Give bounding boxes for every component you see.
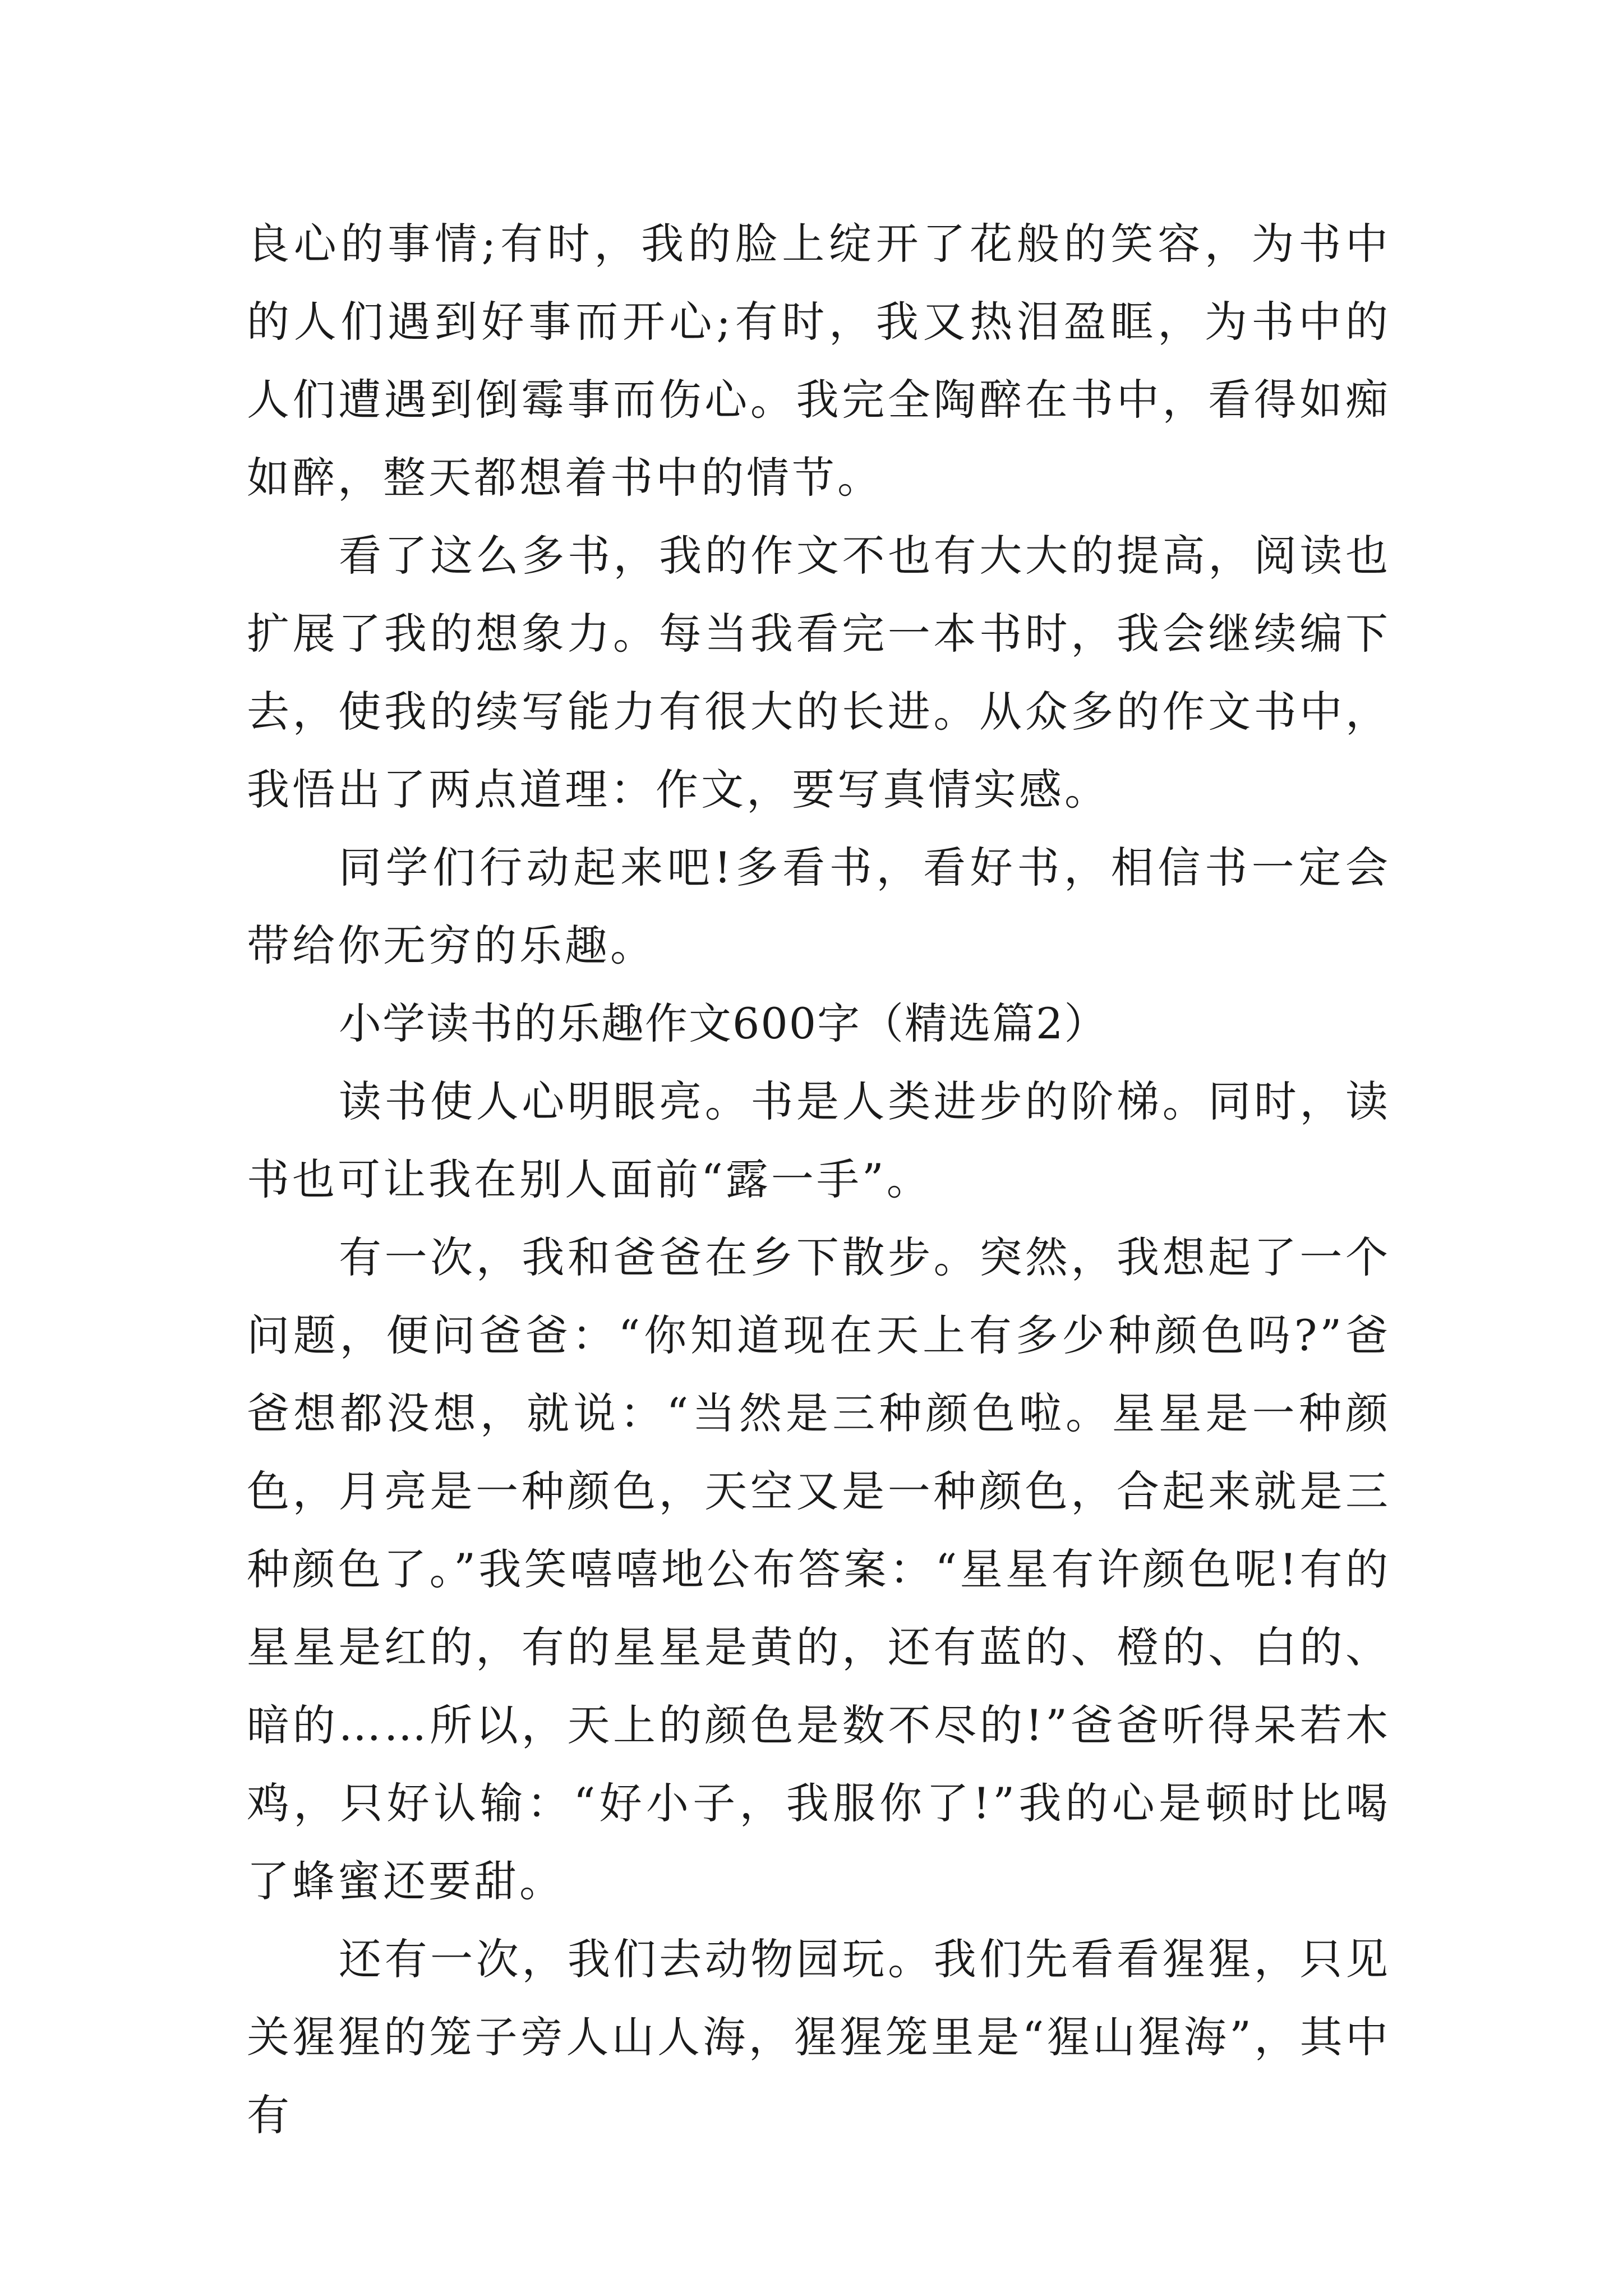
paragraph-3: 同学们行动起来吧!多看书，看好书，相信书一定会带给你无穷的乐趣。 (247, 843, 1391, 970)
section-heading: 小学读书的乐趣作文600字（精选篇2） (339, 999, 1108, 1048)
paragraph-2: 看了这么多书，我的作文不也有大大的提高，阅读也扩展了我的想象力。每当我看完一本书时，我会继续编下去，使我的续写能力有很大的长进。从众多的作文书中，我悟出了两点道理：作文，要写真情实感。 (247, 531, 1391, 815)
paragraph-6: 还有一次，我们去动物园玩。我们先看看猩猩，只见关猩猩的笼子旁人山人海，猩猩笼里是“猩山猩海”，其中有 (247, 1934, 1391, 2140)
paragraph-1: 良心的事情;有时，我的脸上绽开了花般的笑容，为书中的人们遇到好事而开心;有时，我又热泪盈眶，为书中的人们遭遇到倒霉事而伤心。我完全陶醉在书中，看得如痴如醉，整天都想着书中的情节。 (247, 219, 1391, 503)
document-body (247, 205, 1391, 2154)
paragraph-5: 有一次，我和爸爸在乡下散步。突然，我想起了一个问题，便问爸爸：“你知道现在天上有多少种颜色吗?”爸爸想都没想，就说：“当然是三种颜色啦。星星是一种颜色，月亮是一种颜色，天空又是一种颜色，合起来就是三种颜色了。”我笑嘻嘻地公布答案：“星星有许颜色呢!有的星星是红的，有的星星是黄的，还有蓝的、橙的、白的、暗的……所以，天上的颜色是数不尽的!”爸爸听得呆若木鸡，只好认输：“好小子，我服你了!”我的心是顿时比喝了蜂蜜还要甜。 (247, 1232, 1391, 1906)
paragraph-4: 读书使人心明眼亮。书是人类进步的阶梯。同时，读书也可让我在别人面前“露一手”。 (247, 1076, 1391, 1204)
